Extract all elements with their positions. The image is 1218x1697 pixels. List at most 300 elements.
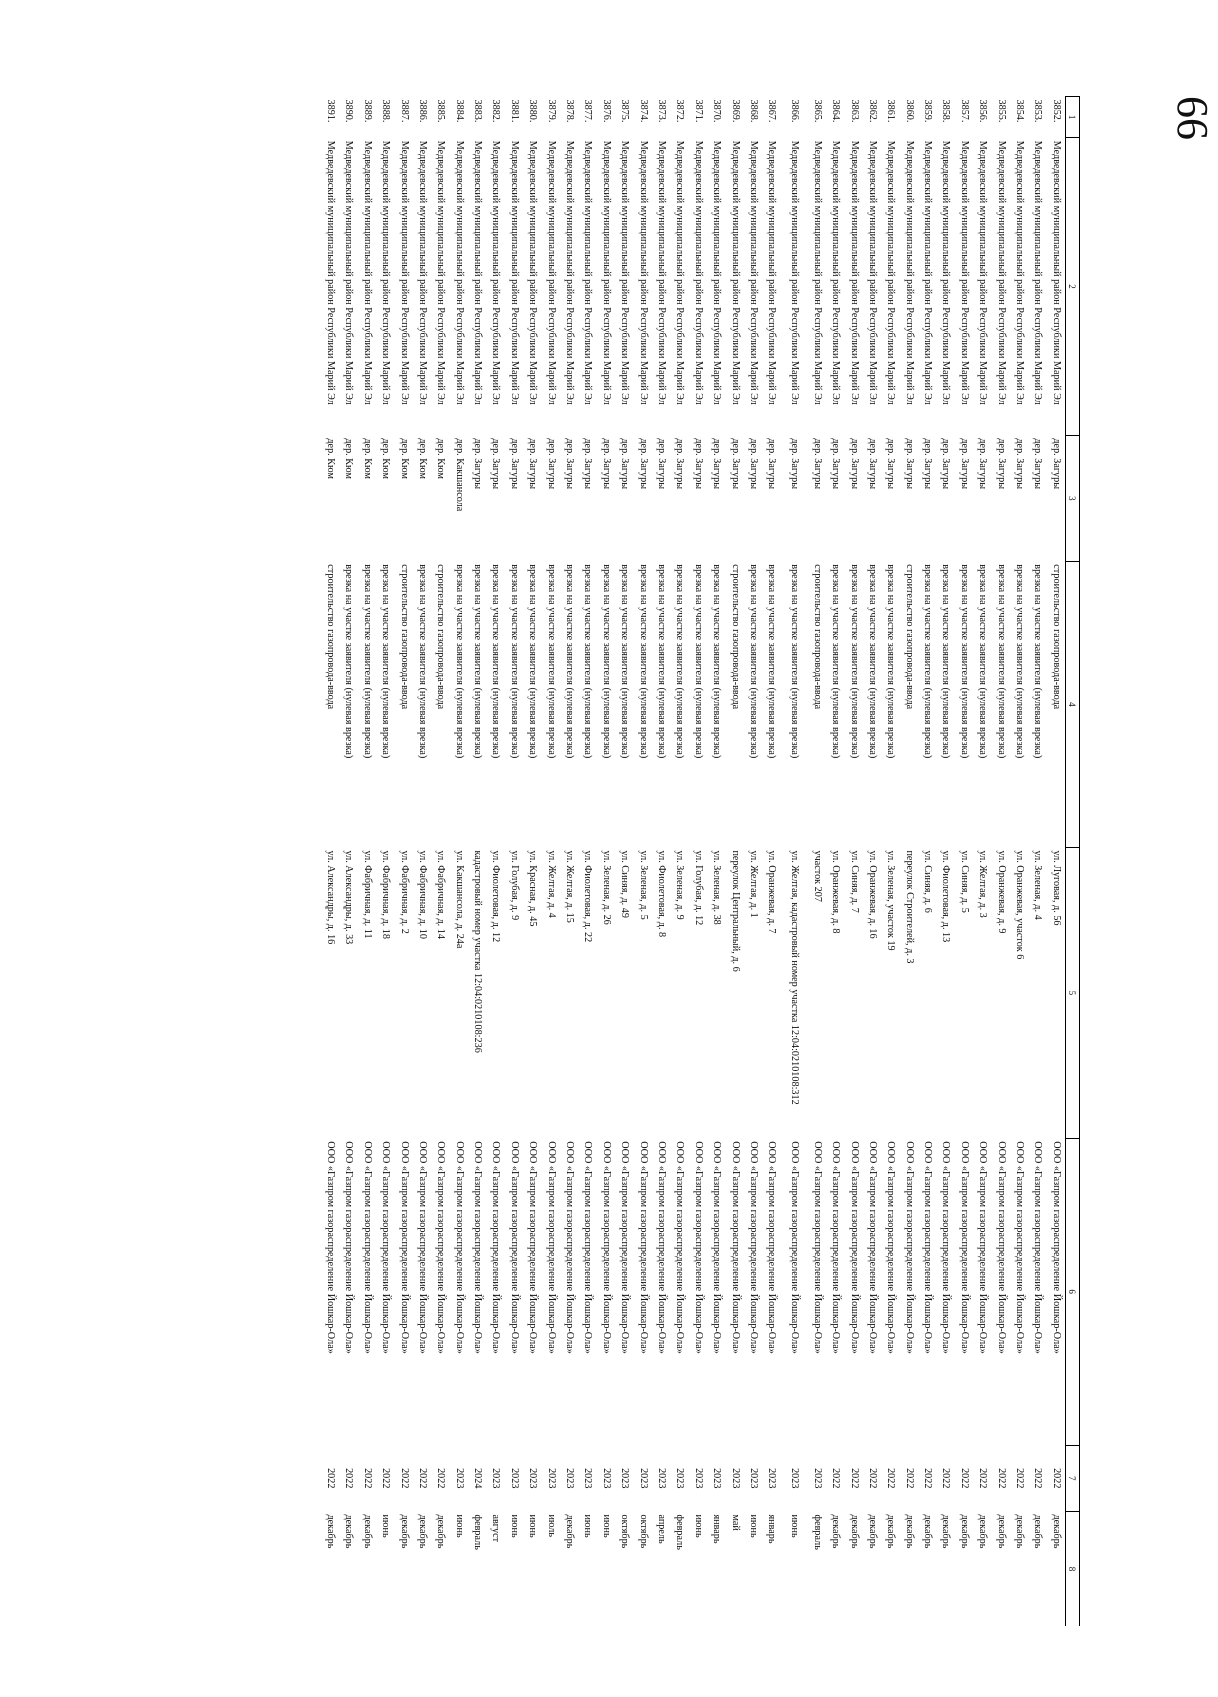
month-cell: декабрь bbox=[830, 1514, 842, 1549]
settlement-cell: дер. Загуры bbox=[582, 438, 594, 490]
table-row bbox=[689, 97, 707, 1627]
organization-cell: ООО «Газпром газораспределение Йошкар-Ола» bbox=[361, 1141, 373, 1354]
work-type-cell: врезка на участке заявителя (нулевая врезка) bbox=[564, 564, 576, 759]
year-cell: 2023 bbox=[811, 1468, 823, 1489]
table-row bbox=[808, 97, 826, 1627]
settlement-cell: дер. Загуры bbox=[922, 438, 934, 490]
organization-cell: ООО «Газпром газораспределение Йошкар-Ола» bbox=[416, 1141, 428, 1354]
settlement-cell: дер. Загуры bbox=[527, 438, 539, 490]
settlement-cell: дер. Загуры bbox=[545, 438, 557, 490]
month-cell: декабрь bbox=[1050, 1514, 1062, 1549]
district-cell: Медведевский муниципальный район Республики Марий Эл bbox=[582, 140, 594, 405]
district-cell: Медведевский муниципальный район Республики Марий Эл bbox=[637, 140, 649, 405]
table-row bbox=[725, 97, 743, 1627]
settlement-cell: дер. Загуры bbox=[472, 438, 484, 490]
work-type-cell: врезка на участке заявителя (нулевая врезка) bbox=[527, 564, 539, 759]
settlement-cell: дер. Загуры bbox=[848, 438, 860, 490]
district-cell: Медведевский муниципальный район Республики Марий Эл bbox=[747, 140, 759, 405]
table-row bbox=[633, 97, 651, 1627]
organization-cell: ООО «Газпром газораспределение Йошкар-Ола» bbox=[656, 1141, 667, 1354]
work-type-cell: строительство газопровода-ввода bbox=[324, 564, 336, 710]
row-number: 3881. bbox=[508, 99, 520, 123]
year-cell: 2022 bbox=[324, 1468, 336, 1489]
row-number: 3868. bbox=[747, 99, 759, 123]
work-type-cell: врезка на участке заявителя (нулевая врезка) bbox=[958, 564, 970, 759]
address-cell: ул. Какшансола, д. 24а bbox=[453, 850, 465, 949]
year-cell: 2023 bbox=[453, 1468, 465, 1489]
address-cell: ул. Оранжевая, д. 8 bbox=[830, 850, 842, 934]
row-number: 3882. bbox=[490, 99, 502, 123]
address-cell: ул. Желтая, кадастровый номер участка 12:04:0210108:312 bbox=[789, 850, 801, 1105]
row-number: 3886. bbox=[416, 99, 428, 123]
table-row bbox=[991, 97, 1009, 1627]
organization-cell: ООО «Газпром газораспределение Йошкар-Ола» bbox=[940, 1141, 952, 1354]
month-cell: июнь bbox=[789, 1514, 801, 1538]
year-cell: 2022 bbox=[380, 1468, 392, 1489]
row-number: 3890. bbox=[343, 99, 355, 123]
address-cell: кадастровый номер участка 12:04:0210108:236 bbox=[472, 850, 484, 1053]
settlement-cell: дер. Загуры bbox=[903, 438, 915, 490]
organization-cell: ООО «Газпром газораспределение Йошкар-Ола» bbox=[766, 1141, 778, 1354]
district-cell: Медведевский муниципальный район Республики Марий Эл bbox=[453, 140, 465, 405]
work-type-cell: врезка на участке заявителя (нулевая врезка) bbox=[995, 564, 1007, 759]
column-header: 5 bbox=[1066, 847, 1080, 1138]
address-cell: ул. Фабричная, д. 2 bbox=[398, 850, 410, 934]
work-type-cell: врезка на участке заявителя (нулевая врезка) bbox=[637, 564, 649, 759]
month-cell: декабрь bbox=[977, 1514, 989, 1549]
work-type-cell: строительство газопровода-ввода bbox=[435, 564, 447, 710]
month-cell: декабрь bbox=[885, 1514, 897, 1549]
table-row bbox=[826, 97, 844, 1627]
work-type-cell: врезка на участке заявителя (нулевая врезка) bbox=[940, 564, 952, 759]
month-cell: июль bbox=[545, 1514, 557, 1538]
year-cell: 2022 bbox=[922, 1468, 934, 1489]
row-number: 3879. bbox=[545, 99, 557, 123]
settlement-cell: дер. Загуры bbox=[866, 438, 878, 490]
table-row bbox=[523, 97, 541, 1627]
address-cell: ул. Фиолетовая, д. 13 bbox=[940, 850, 952, 943]
address-cell: ул. Желтая, д. 15 bbox=[564, 850, 576, 923]
row-number: 3873. bbox=[656, 99, 667, 123]
district-cell: Медведевский муниципальный район Республики Марий Эл bbox=[619, 140, 631, 405]
work-type-cell: врезка на участке заявителя (нулевая врезка) bbox=[789, 564, 801, 759]
table-row bbox=[707, 97, 725, 1627]
month-cell: август bbox=[490, 1514, 502, 1543]
settlement-cell: дер. Какшансола bbox=[453, 438, 465, 512]
table-row bbox=[762, 97, 780, 1627]
row-number: 3858. bbox=[940, 99, 952, 123]
row-number: 3888. bbox=[380, 99, 392, 123]
gasification-schedule-table bbox=[321, 96, 1080, 1626]
work-type-cell: врезка на участке заявителя (нулевая врезка) bbox=[361, 564, 373, 759]
column-header: 8 bbox=[1066, 1511, 1080, 1626]
table-row bbox=[597, 97, 615, 1627]
row-number: 3870. bbox=[711, 99, 723, 123]
address-cell: ул. Луговая, д. 56 bbox=[1050, 850, 1062, 926]
year-cell: 2023 bbox=[545, 1468, 557, 1489]
work-type-cell: врезка на участке заявителя (нулевая врезка) bbox=[582, 564, 594, 759]
organization-cell: ООО «Газпром газораспределение Йошкар-Ола» bbox=[324, 1141, 336, 1354]
settlement-cell: дер. Загуры bbox=[940, 438, 952, 490]
address-cell: ул. Желтая, д. 3 bbox=[977, 850, 989, 918]
work-type-cell: врезка на участке заявителя (нулевая врезка) bbox=[1032, 564, 1044, 759]
year-cell: 2023 bbox=[747, 1468, 759, 1489]
settlement-cell: дер. Загуры bbox=[977, 438, 989, 490]
organization-cell: ООО «Газпром газораспределение Йошкар-Ола» bbox=[435, 1141, 447, 1354]
settlement-cell: дер. Загуры bbox=[885, 438, 897, 490]
district-cell: Медведевский муниципальный район Республики Марий Эл bbox=[729, 140, 741, 405]
row-number: 3861. bbox=[885, 99, 897, 123]
address-cell: ул. Голубая, д. 9 bbox=[508, 850, 520, 921]
work-type-cell: врезка на участке заявителя (нулевая врезка) bbox=[472, 564, 484, 759]
year-cell: 2022 bbox=[940, 1468, 952, 1489]
year-cell: 2022 bbox=[435, 1468, 447, 1489]
work-type-cell: строительство газопровода-ввода bbox=[811, 564, 823, 710]
work-type-cell: врезка на участке заявителя (нулевая врезка) bbox=[674, 564, 686, 759]
organization-cell: ООО «Газпром газораспределение Йошкар-Ола» bbox=[811, 1141, 823, 1354]
year-cell: 2023 bbox=[508, 1468, 520, 1489]
organization-cell: ООО «Газпром газораспределение Йошкар-Ола» bbox=[692, 1141, 704, 1354]
organization-cell: ООО «Газпром газораспределение Йошкар-Ола» bbox=[1050, 1141, 1062, 1354]
district-cell: Медведевский муниципальный район Республики Марий Эл bbox=[903, 140, 915, 405]
organization-cell: ООО «Газпром газораспределение Йошкар-Ола» bbox=[619, 1141, 631, 1354]
district-cell: Медведевский муниципальный район Республики Марий Эл bbox=[490, 140, 502, 405]
table-row bbox=[1028, 97, 1046, 1627]
year-cell: 2023 bbox=[490, 1468, 502, 1489]
row-number: 3856. bbox=[977, 99, 989, 123]
table-row bbox=[781, 97, 808, 1627]
work-type-cell: врезка на участке заявителя (нулевая врезка) bbox=[885, 564, 897, 759]
year-cell: 2022 bbox=[1014, 1468, 1026, 1489]
table-row bbox=[339, 97, 357, 1627]
organization-cell: ООО «Газпром газораспределение Йошкар-Ола» bbox=[582, 1141, 594, 1354]
district-cell: Медведевский муниципальный район Республики Марий Эл bbox=[380, 140, 392, 405]
organization-cell: ООО «Газпром газораспределение Йошкар-Ола» bbox=[527, 1141, 539, 1354]
month-cell: январь bbox=[766, 1514, 778, 1544]
organization-cell: ООО «Газпром газораспределение Йошкар-Ола» bbox=[380, 1141, 392, 1354]
settlement-cell: дер. Загуры bbox=[1014, 438, 1026, 490]
organization-cell: ООО «Газпром газораспределение Йошкар-Ола» bbox=[922, 1141, 934, 1354]
address-cell: ул. Оранжевая, д. 7 bbox=[766, 850, 778, 934]
settlement-cell: дер. Загуры bbox=[789, 438, 801, 490]
work-type-cell: врезка на участке заявителя (нулевая врезка) bbox=[453, 564, 465, 759]
organization-cell: ООО «Газпром газораспределение Йошкар-Ола» bbox=[866, 1141, 878, 1354]
settlement-cell: дер. Загуры bbox=[747, 438, 759, 490]
column-header: 1 bbox=[1066, 97, 1080, 138]
work-type-cell: врезка на участке заявителя (нулевая врезка) bbox=[656, 564, 667, 759]
row-number: 3860. bbox=[903, 99, 915, 123]
year-cell: 2023 bbox=[619, 1468, 631, 1489]
row-number: 3880. bbox=[527, 99, 539, 123]
settlement-cell: дер. Загуры bbox=[508, 438, 520, 490]
month-cell: июнь bbox=[453, 1514, 465, 1538]
year-cell: 2023 bbox=[582, 1468, 594, 1489]
row-number: 3872. bbox=[674, 99, 686, 123]
address-cell: ул. Зеленая, д. 38 bbox=[711, 850, 723, 925]
district-cell: Медведевский муниципальный район Республики Марий Эл bbox=[674, 140, 686, 405]
work-type-cell: врезка на участке заявителя (нулевая врезка) bbox=[766, 564, 778, 759]
organization-cell: ООО «Газпром газораспределение Йошкар-Ола» bbox=[674, 1141, 686, 1354]
table-row bbox=[486, 97, 504, 1627]
organization-cell: ООО «Газпром газораспределение Йошкар-Ола» bbox=[564, 1141, 576, 1354]
settlement-cell: дер. Кюм bbox=[343, 438, 355, 479]
district-cell: Медведевский муниципальный район Республики Марий Эл bbox=[692, 140, 704, 405]
row-number: 3859. bbox=[922, 99, 934, 123]
month-cell: декабрь bbox=[958, 1514, 970, 1549]
year-cell: 2022 bbox=[995, 1468, 1007, 1489]
district-cell: Медведевский муниципальный район Республики Марий Эл bbox=[343, 140, 355, 405]
row-number: 3855. bbox=[995, 99, 1007, 123]
rotated-table-page bbox=[195, 96, 1080, 1626]
address-cell: ул. Голубая, д. 12 bbox=[692, 850, 704, 926]
row-number: 3869. bbox=[729, 99, 741, 123]
month-cell: июнь bbox=[380, 1514, 392, 1538]
settlement-cell: дер. Кюм bbox=[398, 438, 410, 479]
month-cell: декабрь bbox=[343, 1514, 355, 1549]
address-cell: ул. Красная, д. 45 bbox=[527, 850, 539, 927]
organization-cell: ООО «Газпром газораспределение Йошкар-Ола» bbox=[453, 1141, 465, 1354]
settlement-cell: дер. Загуры bbox=[600, 438, 612, 490]
row-number: 3853. bbox=[1032, 99, 1044, 123]
work-type-cell: врезка на участке заявителя (нулевая врезка) bbox=[866, 564, 878, 759]
settlement-cell: дер. Загуры bbox=[692, 438, 704, 490]
district-cell: Медведевский муниципальный район Республики Марий Эл bbox=[766, 140, 778, 405]
address-cell: ул. Фабричная, д. 11 bbox=[361, 850, 373, 939]
work-type-cell: строительство газопровода-ввода bbox=[903, 564, 915, 710]
year-cell: 2023 bbox=[711, 1468, 723, 1489]
settlement-cell: дер. Загуры bbox=[729, 438, 741, 490]
address-cell: переулок Строителей, д. 3 bbox=[903, 850, 915, 964]
month-cell: декабрь bbox=[922, 1514, 934, 1549]
month-cell: февраль bbox=[811, 1514, 823, 1550]
organization-cell: ООО «Газпром газораспределение Йошкар-Ола» bbox=[1032, 1141, 1044, 1354]
work-type-cell: врезка на участке заявителя (нулевая врезка) bbox=[343, 564, 355, 759]
work-type-cell: врезка на участке заявителя (нулевая врезка) bbox=[508, 564, 520, 759]
table-row bbox=[918, 97, 936, 1627]
month-cell: октябрь bbox=[637, 1514, 649, 1549]
table-row bbox=[394, 97, 412, 1627]
organization-cell: ООО «Газпром газораспределение Йошкар-Ола» bbox=[472, 1141, 484, 1354]
row-number: 3884. bbox=[453, 99, 465, 123]
district-cell: Медведевский муниципальный район Республики Марий Эл bbox=[435, 140, 447, 405]
settlement-cell: дер. Загуры bbox=[958, 438, 970, 490]
row-number: 3854. bbox=[1014, 99, 1026, 123]
district-cell: Медведевский муниципальный район Республики Марий Эл bbox=[885, 140, 897, 405]
table-row bbox=[358, 97, 376, 1627]
work-type-cell: врезка на участке заявителя (нулевая врезка) bbox=[490, 564, 502, 759]
table-body bbox=[321, 97, 1066, 1627]
month-cell: июнь bbox=[508, 1514, 520, 1538]
district-cell: Медведевский муниципальный район Республики Марий Эл bbox=[922, 140, 934, 405]
address-cell: ул. Зеленая, участок 19 bbox=[885, 850, 897, 951]
table-row bbox=[670, 97, 688, 1627]
month-cell: февраль bbox=[472, 1514, 484, 1550]
row-number: 3865. bbox=[811, 99, 823, 123]
year-cell: 2022 bbox=[885, 1468, 897, 1489]
district-cell: Медведевский муниципальный район Республики Марий Эл bbox=[977, 140, 989, 405]
row-number: 3852. bbox=[1050, 99, 1062, 123]
address-cell: ул. Желтая, д. 1 bbox=[747, 850, 759, 918]
month-cell: декабрь bbox=[1032, 1514, 1044, 1549]
column-header: 3 bbox=[1066, 435, 1080, 561]
organization-cell: ООО «Газпром газораспределение Йошкар-Ола» bbox=[789, 1141, 801, 1354]
year-cell: 2022 bbox=[361, 1468, 373, 1489]
year-cell: 2022 bbox=[848, 1468, 860, 1489]
table-row bbox=[578, 97, 596, 1627]
month-cell: декабрь bbox=[564, 1514, 576, 1549]
table-row bbox=[413, 97, 431, 1627]
district-cell: Медведевский муниципальный район Республики Марий Эл bbox=[789, 140, 801, 405]
year-cell: 2024 bbox=[472, 1468, 484, 1489]
address-cell: ул. Желтая, д. 4 bbox=[545, 850, 557, 918]
organization-cell: ООО «Газпром газораспределение Йошкар-Ола» bbox=[958, 1141, 970, 1354]
table-row bbox=[881, 97, 899, 1627]
work-type-cell: врезка на участке заявителя (нулевая врезка) bbox=[545, 564, 557, 759]
table-row bbox=[955, 97, 973, 1627]
table-row bbox=[899, 97, 917, 1627]
month-cell: декабрь bbox=[398, 1514, 410, 1549]
district-cell: Медведевский муниципальный район Республики Марий Эл bbox=[564, 140, 576, 405]
month-cell: декабрь bbox=[435, 1514, 447, 1549]
address-cell: ул. Оранжевая, д. 9 bbox=[995, 850, 1007, 934]
table-row bbox=[652, 97, 670, 1627]
row-number: 3883. bbox=[472, 99, 484, 123]
work-type-cell: строительство газопровода-ввода bbox=[398, 564, 410, 710]
settlement-cell: дер. Загуры bbox=[674, 438, 686, 490]
row-number: 3891. bbox=[324, 99, 336, 123]
district-cell: Медведевский муниципальный район Республики Марий Эл bbox=[1050, 140, 1062, 405]
district-cell: Медведевский муниципальный район Республики Марий Эл bbox=[508, 140, 520, 405]
organization-cell: ООО «Газпром газораспределение Йошкар-Ола» bbox=[729, 1141, 741, 1354]
address-cell: ул. Фиолетовая, д. 12 bbox=[490, 850, 502, 943]
address-cell: ул. Оранжевая, д. 16 bbox=[866, 850, 878, 939]
address-cell: ул. Зеленая, д. 26 bbox=[600, 850, 612, 925]
row-number: 3867. bbox=[766, 99, 778, 123]
month-cell: декабрь bbox=[1014, 1514, 1026, 1549]
organization-cell: ООО «Газпром газораспределение Йошкар-Ола» bbox=[545, 1141, 557, 1354]
settlement-cell: дер. Загуры bbox=[564, 438, 576, 490]
address-cell: ул. Александры, д. 16 bbox=[324, 850, 336, 945]
month-cell: декабрь bbox=[416, 1514, 428, 1549]
address-cell: ул. Оранжевая, участок 6 bbox=[1014, 850, 1026, 960]
year-cell: 2023 bbox=[656, 1468, 667, 1489]
organization-cell: ООО «Газпром газораспределение Йошкар-Ола» bbox=[977, 1141, 989, 1354]
column-header: 4 bbox=[1066, 561, 1080, 847]
column-header: 7 bbox=[1066, 1445, 1080, 1511]
work-type-cell: врезка на участке заявителя (нулевая врезка) bbox=[1014, 564, 1026, 759]
table-row bbox=[431, 97, 449, 1627]
work-type-cell: строительство газопровода-ввода bbox=[1050, 564, 1062, 710]
organization-cell: ООО «Газпром газораспределение Йошкар-Ола» bbox=[508, 1141, 520, 1354]
table-row bbox=[450, 97, 468, 1627]
year-cell: 2022 bbox=[1032, 1468, 1044, 1489]
month-cell: февраль bbox=[674, 1514, 686, 1550]
organization-cell: ООО «Газпром газораспределение Йошкар-Ола» bbox=[711, 1141, 723, 1354]
district-cell: Медведевский муниципальный район Республики Марий Эл bbox=[830, 140, 842, 405]
table-row bbox=[505, 97, 523, 1627]
year-cell: 2023 bbox=[527, 1468, 539, 1489]
month-cell: июнь bbox=[527, 1514, 539, 1538]
month-cell: апрель bbox=[656, 1514, 667, 1544]
district-cell: Медведевский муниципальный район Республики Марий Эл bbox=[656, 140, 667, 405]
row-number: 3875. bbox=[619, 99, 631, 123]
year-cell: 2023 bbox=[692, 1468, 704, 1489]
settlement-cell: дер. Кюм bbox=[361, 438, 373, 479]
settlement-cell: дер. Загуры bbox=[711, 438, 723, 490]
year-cell: 2023 bbox=[637, 1468, 649, 1489]
row-number: 3874. bbox=[637, 99, 649, 123]
district-cell: Медведевский муниципальный район Республики Марий Эл bbox=[940, 140, 952, 405]
year-cell: 2023 bbox=[766, 1468, 778, 1489]
table-row bbox=[973, 97, 991, 1627]
row-number: 3864. bbox=[830, 99, 842, 123]
month-cell: май bbox=[729, 1514, 741, 1531]
address-cell: ул. Фиолетовая, д. 8 bbox=[656, 850, 667, 938]
settlement-cell: дер. Загуры bbox=[1050, 438, 1062, 490]
organization-cell: ООО «Газпром газораспределение Йошкар-Ола» bbox=[490, 1141, 502, 1354]
year-cell: 2022 bbox=[416, 1468, 428, 1489]
year-cell: 2023 bbox=[564, 1468, 576, 1489]
organization-cell: ООО «Газпром газораспределение Йошкар-Ола» bbox=[903, 1141, 915, 1354]
work-type-cell: врезка на участке заявителя (нулевая врезка) bbox=[619, 564, 631, 759]
work-type-cell: врезка на участке заявителя (нулевая врезка) bbox=[600, 564, 612, 759]
organization-cell: ООО «Газпром газораспределение Йошкар-Ола» bbox=[848, 1141, 860, 1354]
table-row bbox=[936, 97, 954, 1627]
district-cell: Медведевский муниципальный район Республики Марий Эл bbox=[866, 140, 878, 405]
row-number: 3862. bbox=[866, 99, 878, 123]
month-cell: октябрь bbox=[619, 1514, 631, 1549]
organization-cell: ООО «Газпром газораспределение Йошкар-Ола» bbox=[885, 1141, 897, 1354]
month-cell: декабрь bbox=[848, 1514, 860, 1549]
address-cell: переулок Центральный, д. 6 bbox=[729, 850, 741, 972]
settlement-cell: дер. Загуры bbox=[1032, 438, 1044, 490]
organization-cell: ООО «Газпром газораспределение Йошкар-Ола» bbox=[600, 1141, 612, 1354]
month-cell: декабрь bbox=[995, 1514, 1007, 1549]
table-row bbox=[863, 97, 881, 1627]
month-cell: декабрь bbox=[903, 1514, 915, 1549]
district-cell: Медведевский муниципальный район Республики Марий Эл bbox=[545, 140, 557, 405]
row-number: 3878. bbox=[564, 99, 576, 123]
column-number-header-row bbox=[1066, 97, 1080, 1627]
row-number: 3866. bbox=[789, 99, 801, 123]
month-cell: декабрь bbox=[361, 1514, 373, 1549]
year-cell: 2022 bbox=[343, 1468, 355, 1489]
address-cell: ул. Александры, д. 33 bbox=[343, 850, 355, 945]
table-row bbox=[468, 97, 486, 1627]
settlement-cell: дер. Кюм bbox=[324, 438, 336, 479]
organization-cell: ООО «Газпром газораспределение Йошкар-Ола» bbox=[1014, 1141, 1026, 1354]
year-cell: 2022 bbox=[958, 1468, 970, 1489]
work-type-cell: врезка на участке заявителя (нулевая врезка) bbox=[416, 564, 428, 759]
year-cell: 2023 bbox=[789, 1468, 801, 1489]
page-number: 66 bbox=[1168, 96, 1217, 140]
column-header: 6 bbox=[1066, 1138, 1080, 1445]
month-cell: июнь bbox=[582, 1514, 594, 1538]
table-row bbox=[1047, 97, 1066, 1627]
address-cell: ул. Синяя, д. 5 bbox=[958, 850, 970, 913]
settlement-cell: дер. Загуры bbox=[490, 438, 502, 490]
row-number: 3889. bbox=[361, 99, 373, 123]
organization-cell: ООО «Газпром газораспределение Йошкар-Ола» bbox=[398, 1141, 410, 1354]
district-cell: Медведевский муниципальный район Республики Марий Эл bbox=[600, 140, 612, 405]
work-type-cell: врезка на участке заявителя (нулевая врезка) bbox=[747, 564, 759, 759]
address-cell: ул. Зеленая, д. 4 bbox=[1032, 850, 1044, 920]
address-cell: ул. Синяя, д. 49 bbox=[619, 850, 631, 918]
organization-cell: ООО «Газпром газораспределение Йошкар-Ола» bbox=[995, 1141, 1007, 1354]
month-cell: июнь bbox=[600, 1514, 612, 1538]
table-row bbox=[615, 97, 633, 1627]
year-cell: 2022 bbox=[830, 1468, 842, 1489]
